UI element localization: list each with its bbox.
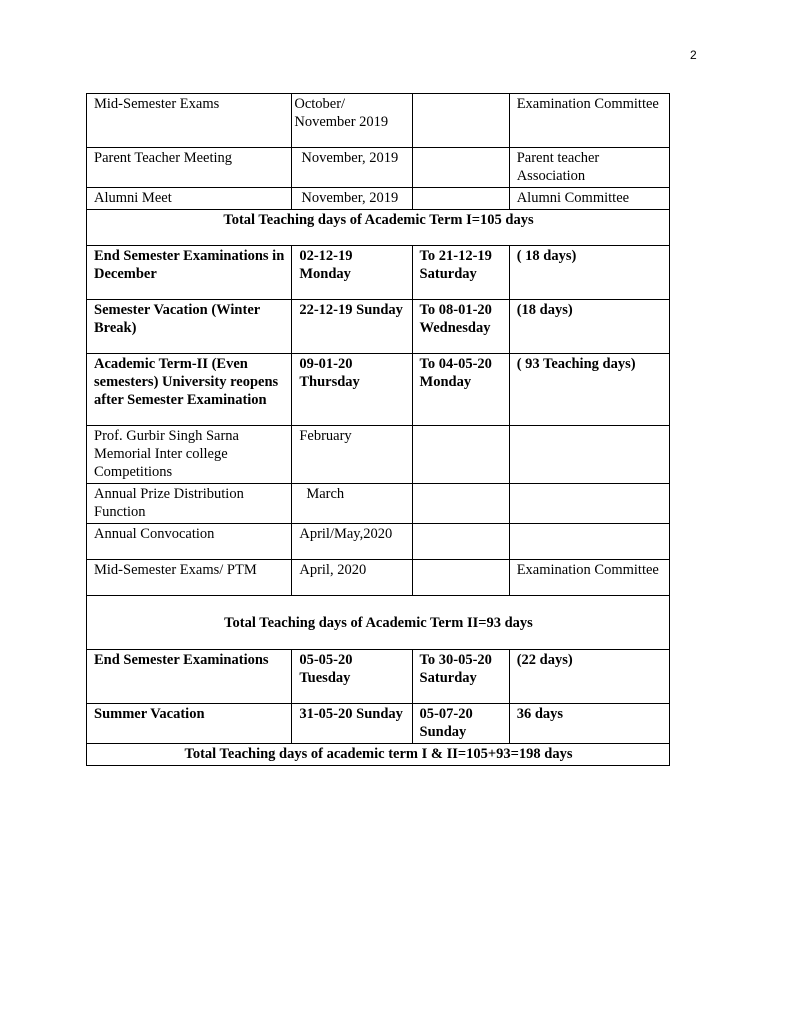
end-date-cell	[412, 560, 509, 596]
end-date-cell	[412, 188, 509, 210]
start-date-cell: 05-05-20 Tuesday	[292, 650, 412, 704]
end-date-cell: 05-07-20 Sunday	[412, 704, 509, 744]
start-date-cell: 31-05-20 Sunday	[292, 704, 412, 744]
total-row	[87, 744, 670, 766]
end-date-cell: To 21-12-19 Saturday	[412, 246, 509, 300]
table-row	[87, 560, 670, 596]
start-date-cell: February	[292, 426, 412, 484]
total-row	[87, 210, 670, 246]
end-date-cell: To 04-05-20 Monday	[412, 354, 509, 426]
end-date-cell	[412, 94, 509, 148]
end-date-cell: To 08-01-20 Wednesday	[412, 300, 509, 354]
page-number: 2	[690, 48, 697, 62]
event-cell: End Semester Examinations	[87, 650, 292, 704]
start-date-cell: March	[292, 484, 412, 524]
table-row	[87, 484, 670, 524]
event-cell: Annual Convocation	[87, 524, 292, 560]
end-date-cell	[412, 484, 509, 524]
academic-calendar-table	[86, 93, 670, 766]
end-date-cell: To 30-05-20 Saturday	[412, 650, 509, 704]
table-row	[87, 148, 670, 188]
table-row	[87, 94, 670, 148]
remarks-cell	[509, 484, 669, 524]
event-cell: Parent Teacher Meeting	[87, 148, 292, 188]
remarks-cell: ( 18 days)	[509, 246, 669, 300]
table-row	[87, 354, 670, 426]
event-cell: End Semester Examinations in December	[87, 246, 292, 300]
event-cell: Prof. Gurbir Singh Sarna Memorial Inter college Competitions	[87, 426, 292, 484]
end-date-cell	[412, 524, 509, 560]
start-date-cell: 02-12-19 Monday	[292, 246, 412, 300]
start-date-cell: November, 2019	[292, 148, 412, 188]
event-cell: Semester Vacation (Winter Break)	[87, 300, 292, 354]
remarks-cell: (18 days)	[509, 300, 669, 354]
total-row	[87, 596, 670, 650]
table-row	[87, 524, 670, 560]
remarks-cell: 36 days	[509, 704, 669, 744]
start-date-cell: 09-01-20 Thursday	[292, 354, 412, 426]
remarks-cell: ( 93 Teaching days)	[509, 354, 669, 426]
remarks-cell: Parent teacher Association	[509, 148, 669, 188]
end-date-cell	[412, 148, 509, 188]
remarks-cell: Examination Committee	[509, 94, 669, 148]
start-date-cell: October/ November 2019	[292, 94, 412, 148]
remarks-cell: Examination Committee	[509, 560, 669, 596]
event-cell: Mid-Semester Exams/ PTM	[87, 560, 292, 596]
start-date-cell: April, 2020	[292, 560, 412, 596]
start-date-cell: November, 2019	[292, 188, 412, 210]
event-cell: Annual Prize Distribution Function	[87, 484, 292, 524]
event-cell: Academic Term-II (Even semesters) University reopens after Semester Examination	[87, 354, 292, 426]
remarks-cell: (22 days)	[509, 650, 669, 704]
end-date-cell	[412, 426, 509, 484]
table-row	[87, 704, 670, 744]
remarks-cell: Alumni Committee	[509, 188, 669, 210]
grand-total: Total Teaching days of academic term I & II=105+93=198 days	[87, 744, 670, 766]
term-total: Total Teaching days of Academic Term II=93 days	[87, 596, 670, 650]
table-row	[87, 426, 670, 484]
term-total: Total Teaching days of Academic Term I=105 days	[87, 210, 670, 246]
event-cell: Mid-Semester Exams	[87, 94, 292, 148]
remarks-cell	[509, 524, 669, 560]
start-date-cell: April/May,2020	[292, 524, 412, 560]
event-cell: Summer Vacation	[87, 704, 292, 744]
table-row	[87, 300, 670, 354]
remarks-cell	[509, 426, 669, 484]
table-row	[87, 246, 670, 300]
table-row	[87, 650, 670, 704]
start-date-cell: 22-12-19 Sunday	[292, 300, 412, 354]
table-row	[87, 188, 670, 210]
event-cell: Alumni Meet	[87, 188, 292, 210]
